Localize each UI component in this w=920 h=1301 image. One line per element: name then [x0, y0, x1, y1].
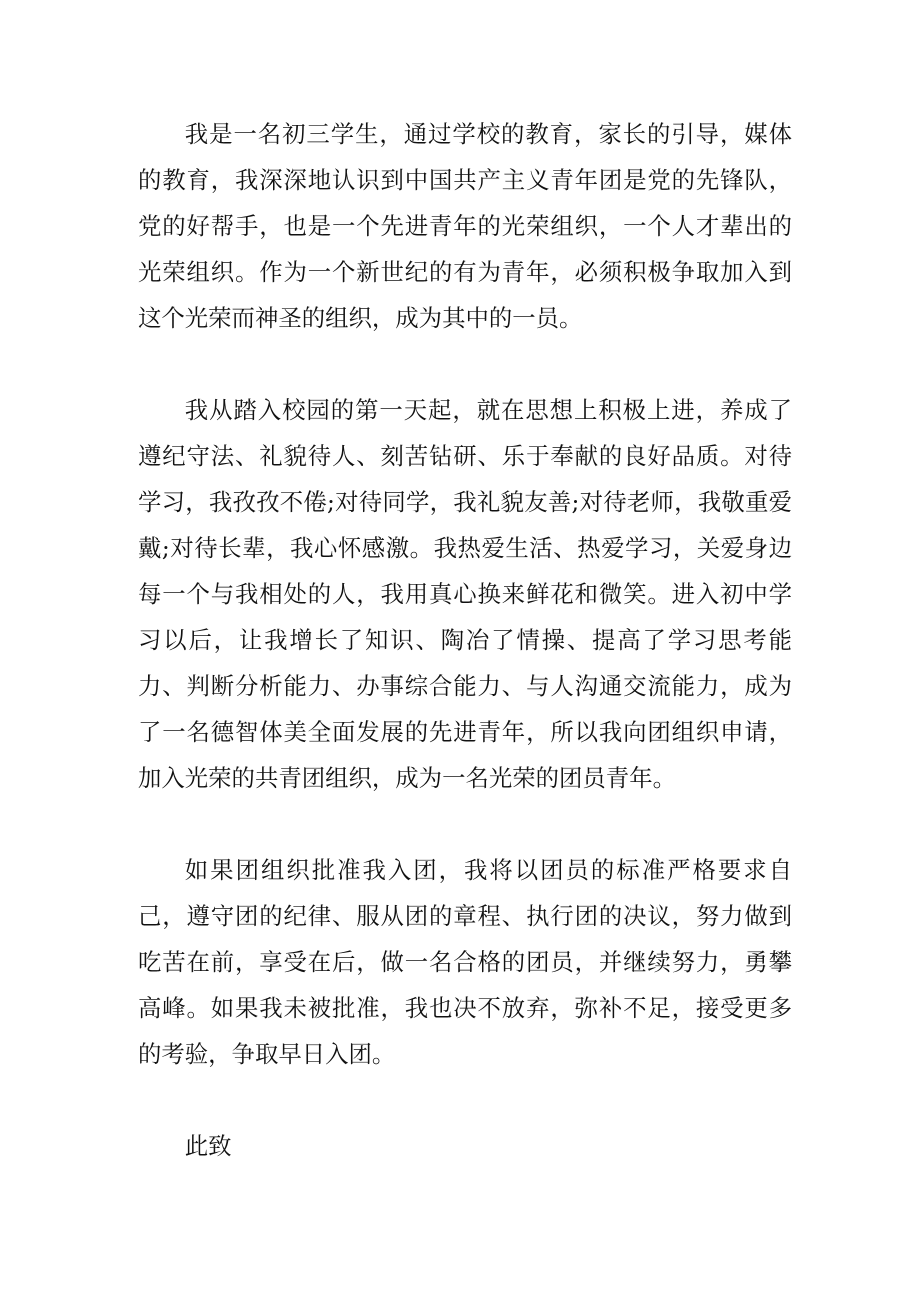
paragraph-introduction: 我是一名初三学生，通过学校的教育，家长的引导，媒体的教育，我深深地认识到中国共产主义青年团是党的先锋队，党的好帮手，也是一个先进青年的光荣组织，一个人才辈出的光荣组织。作为一个新世纪的有为青年，必须积极争取加入到这个光荣而神圣的组织，成为其中的一员。	[138, 120, 792, 332]
letter-body	[138, 111, 792, 1169]
paragraph-commitment: 如果团组织批准我入团，我将以团员的标准严格要求自己，遵守团的纪律、服从团的章程、执行团的决议，努力做到吃苦在前，享受在后，做一名合格的团员，并继续努力，勇攀高峰。如果我未被批准，我也决不放弃，弥补不足，接受更多的考验，争取早日入团。	[138, 856, 792, 1068]
paragraph-character: 我从踏入校园的第一天起，就在思想上积极上进，养成了遵纪守法、礼貌待人、刻苦钻研、乐于奉献的良好品质。对待学习，我孜孜不倦;对待同学，我礼貌友善;对待老师，我敬重爱戴;对待长辈，我心怀感激。我热爱生活、热爱学习，关爱身边每一个与我相处的人，我用真心换来鲜花和微笑。进入初中学习以后，让我增长了知识、陶冶了情操、提高了学习思考能力、判断分析能力、办事综合能力、与人沟通交流能力，成为了一名德智体美全面发展的先进青年，所以我向团组织申请，加入光荣的共青团组织，成为一名光荣的团员青年。	[138, 396, 792, 792]
closing-salutation: 此致	[184, 1132, 232, 1160]
